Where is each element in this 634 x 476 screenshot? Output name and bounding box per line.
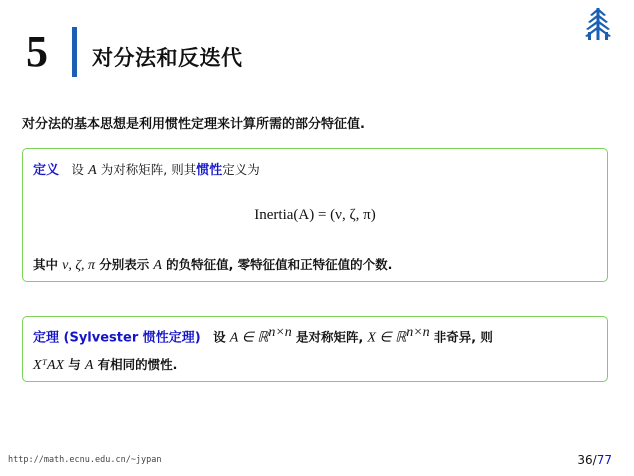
section-divider-bar [72, 27, 77, 77]
footer-url[interactable]: http://math.ecnu.edu.cn/~jypan [8, 455, 162, 465]
page-current: 36 [577, 453, 593, 467]
theorem-p2: 是对称矩阵, [295, 329, 364, 345]
theorem-p4: 与 [68, 357, 81, 372]
page-number [577, 453, 612, 467]
page-separator: / [592, 453, 597, 467]
note-pre: 其中 [33, 257, 59, 272]
definition-text-mid: 为对称矩阵, 则其 [100, 162, 197, 177]
note-symbol-a: A [153, 258, 162, 273]
theorem-p1: 设 [213, 329, 226, 345]
theorem-box [22, 316, 608, 382]
definition-line [33, 159, 260, 179]
definition-symbol-a: A [88, 163, 97, 178]
definition-term: 惯性 [196, 163, 223, 178]
definition-box [22, 148, 608, 282]
theorem-line-1 [33, 325, 493, 346]
theorem-p5: 有相同的惯性. [97, 357, 178, 372]
intro-text: 对分法的基本思想是利用惯性定理来计算所需的部分特征值. [22, 117, 365, 132]
theorem-xtax: XᵀAX [33, 358, 65, 373]
theorem-label: 定理 (Sylvester 惯性定理) [33, 330, 201, 346]
theorem-exp-1: n×n [268, 325, 292, 340]
page-total[interactable]: 77 [596, 453, 612, 467]
theorem-a-in-r: A ∈ ℝ [229, 330, 269, 346]
theorem-symbol-a: A [84, 358, 94, 373]
definition-label: 定义 [33, 163, 60, 178]
university-logo-icon [580, 6, 616, 42]
theorem-line-2 [33, 355, 177, 374]
definition-text-post: 定义为 [222, 162, 260, 177]
section-title: 对分法和反迭代 [92, 46, 243, 70]
note-vars: ν, ζ, π [62, 258, 96, 273]
section-header [20, 18, 620, 78]
inertia-formula: Inertia(A) = (ν, ζ, π) [254, 207, 376, 223]
note-mid: 分别表示 [99, 257, 150, 272]
theorem-p3: 非奇异, 则 [433, 329, 493, 345]
theorem-x-in-r: X ∈ ℝ [367, 330, 407, 346]
definition-text-pre: 设 [71, 162, 84, 177]
note-post: 的负特征值, 零特征值和正特征值的个数. [166, 257, 393, 272]
definition-note [33, 255, 392, 274]
section-number: 5 [26, 27, 48, 76]
theorem-exp-2: n×n [406, 325, 430, 340]
